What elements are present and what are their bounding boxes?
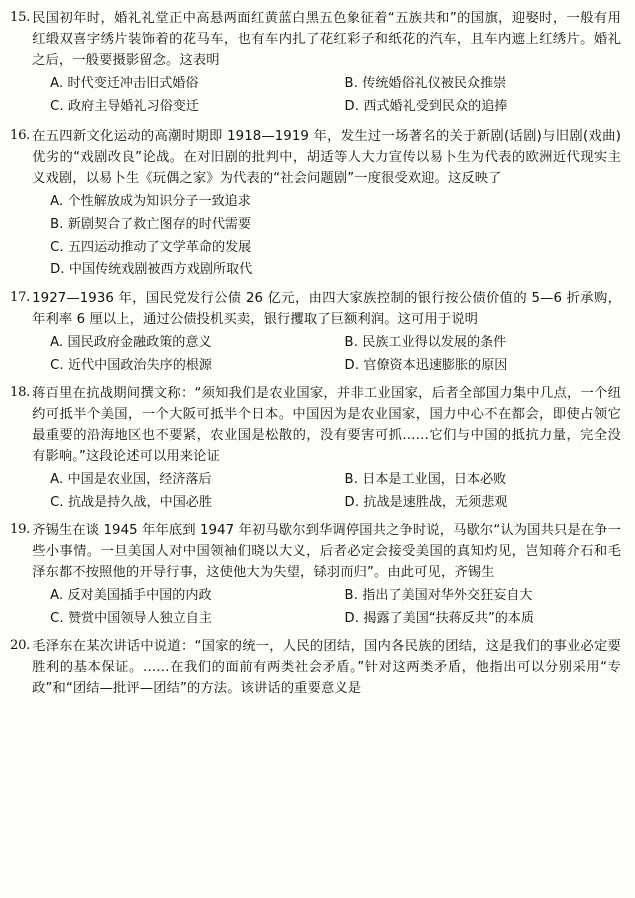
option-d-label: D. — [344, 494, 360, 510]
option-d[interactable] — [327, 608, 621, 631]
question-number: 19. — [10, 522, 31, 538]
option-b-label: B. — [344, 335, 359, 351]
question-body — [32, 636, 621, 699]
option-c-label: C. — [50, 239, 64, 255]
question-number: 17. — [10, 290, 31, 306]
question-body — [32, 383, 621, 514]
options-group — [32, 469, 621, 514]
question-item — [10, 288, 621, 377]
question-number: 20. — [10, 638, 31, 654]
question-body — [32, 8, 621, 118]
question-number: 15. — [10, 10, 31, 25]
option-b-text: 日本是工业国，日本必败 — [362, 472, 507, 488]
question-stem: 民国初年时，婚礼礼堂正中高悬两面红黄蓝白黑五色象征着“五族共和”的国旗，迎娶时，一般有用红缎双喜字绣片装饰着的花马车，也有车内扎了花红彩子和纸花的汽车，且车内遮上红绣片。婚礼之后，一般要摄影留念。这表明 — [32, 11, 621, 68]
option-a-label: A. — [50, 335, 64, 351]
question-stem: 在五四新文化运动的高潮时期即 1918—1919 年，发生过一场著名的关于新剧(话剧)与旧剧(戏曲)优劣的“戏剧改良”论战。在对旧剧的批判中，胡适等人大力宣传以易卜生为代表的欧洲近代现实主义戏剧，以易卜生《玩偶之家》为代表的“社会问题剧”一度很受欢迎。这反映了 — [32, 129, 621, 187]
question-stem: 1927—1936 年，国民党发行公债 26 亿元，由四大家族控制的银行按公债价值的 5—6 折承购，年利率 6 厘以上，通过公债投机买卖，银行攫取了巨额利润。这可用于说明 — [32, 291, 621, 328]
option-c-label: C. — [50, 357, 64, 373]
option-a-label: A. — [50, 588, 64, 604]
question-number: 16. — [10, 128, 31, 144]
option-a[interactable] — [32, 585, 326, 608]
option-d-label: D. — [344, 98, 360, 114]
option-d-label: D. — [344, 610, 360, 626]
option-d[interactable] — [327, 355, 621, 378]
option-d[interactable] — [327, 96, 621, 119]
option-a-text: 国民政府金融政策的意义 — [67, 335, 212, 351]
option-a[interactable] — [32, 191, 621, 214]
option-c-text: 抗战是持久战，中国必胜 — [67, 494, 212, 510]
option-a-text: 时代变迁冲击旧式婚俗 — [67, 76, 199, 91]
question-body — [32, 520, 621, 630]
question-body — [32, 126, 621, 282]
option-a-label: A. — [50, 194, 64, 210]
question-number: 18. — [10, 385, 31, 401]
option-d-text: 西式婚礼受到民众的追捧 — [363, 98, 508, 114]
option-c-text: 赞赏中国领导人独立自主 — [67, 610, 212, 626]
option-c-label: C. — [50, 98, 64, 114]
option-a-text: 中国是农业国，经济落后 — [67, 472, 212, 488]
option-b-text: 新剧契合了救亡图存的时代需要 — [67, 216, 252, 232]
question-stem: 蒋百里在抗战期间撰文称：“须知我们是农业国家，并非工业国家，后者全部国力集中几点，一个纽约可抵半个美国，一个大阪可抵半个日本。中国因为是农业国家，国力中心不在都会，即使占领它最重要的沿海地区也不要紧，农业国是松散的，没有要害可抓……它们与中国的抵抗力量，完全没有影响。”这段论述可以用来论证 — [32, 386, 621, 465]
option-a[interactable] — [32, 469, 326, 492]
options-group — [32, 73, 621, 118]
question-item — [10, 520, 621, 630]
option-c[interactable] — [32, 492, 326, 515]
option-d-text: 中国传统戏剧被西方戏剧所取代 — [68, 262, 253, 278]
option-a[interactable] — [32, 332, 326, 355]
question-item — [10, 636, 621, 699]
option-b-text: 指出了美国对华外交狂妄自大 — [362, 588, 533, 604]
option-c-label: C. — [50, 494, 64, 510]
option-d[interactable] — [32, 259, 621, 282]
options-group — [32, 585, 621, 630]
option-c[interactable] — [32, 237, 621, 260]
option-a-text: 个性解放成为知识分子一致追求 — [67, 194, 251, 210]
option-c-text: 五四运动推动了文学革命的发展 — [67, 239, 252, 255]
option-d-text: 揭露了美国“扶蒋反共”的本质 — [363, 610, 535, 626]
option-b[interactable] — [327, 332, 621, 355]
options-group — [32, 191, 621, 282]
option-b[interactable] — [327, 73, 621, 96]
option-d-text: 官僚资本迅速膨胀的原因 — [363, 357, 508, 373]
option-b[interactable] — [327, 469, 621, 492]
question-body — [32, 288, 621, 377]
option-a-label: A. — [50, 76, 64, 91]
question-stem: 齐锡生在谈 1945 年年底到 1947 年初马歇尔到华调停国共之争时说，马歇尔“认为国共只是在争一些小事情。一旦美国人对中国领袖们晓以大义，后者必定会接受美国的真知灼见，岂知蒋介石和毛泽东都不按照他的开导行事，这使他大为失望，铩羽而归”。由此可见，齐锡生 — [32, 523, 621, 581]
option-d[interactable] — [327, 492, 621, 515]
option-b-label: B. — [344, 76, 359, 91]
option-b-label: B. — [344, 588, 359, 604]
option-d-label: D. — [344, 357, 360, 373]
option-c-label: C. — [50, 610, 64, 626]
question-stem: 毛泽东在某次讲话中说道：“国家的统一，人民的团结，国内各民族的团结，这是我们的事业必定要胜利的基本保证。……在我们的面前有两类社会矛盾。”针对这两类矛盾，他指出可以分别采用“专政”和“团结—批评—团结”的方法。该讲话的重要意义是 — [32, 639, 621, 697]
question-item — [10, 126, 621, 282]
option-b[interactable] — [327, 585, 621, 608]
options-group — [32, 332, 621, 377]
option-b-text: 民族工业得以发展的条件 — [362, 335, 507, 351]
option-b-text: 传统婚俗礼仪被民众推崇 — [362, 76, 507, 91]
option-a-text: 反对美国插手中国的内政 — [67, 588, 212, 604]
option-d-text: 抗战是速胜战，无须悲观 — [363, 494, 508, 510]
option-c-text: 政府主导婚礼习俗变迁 — [67, 98, 199, 114]
option-d-label: D. — [50, 262, 65, 278]
question-item — [10, 383, 621, 514]
option-b-label: B. — [344, 472, 359, 488]
option-a[interactable] — [32, 73, 326, 96]
option-a-label: A. — [50, 472, 64, 488]
option-b[interactable] — [32, 214, 621, 237]
option-c-text: 近代中国政治失序的根源 — [67, 357, 212, 373]
question-item — [10, 8, 621, 118]
option-b-label: B. — [50, 216, 64, 232]
option-c[interactable] — [32, 355, 326, 378]
option-c[interactable] — [32, 96, 326, 119]
option-c[interactable] — [32, 608, 326, 631]
